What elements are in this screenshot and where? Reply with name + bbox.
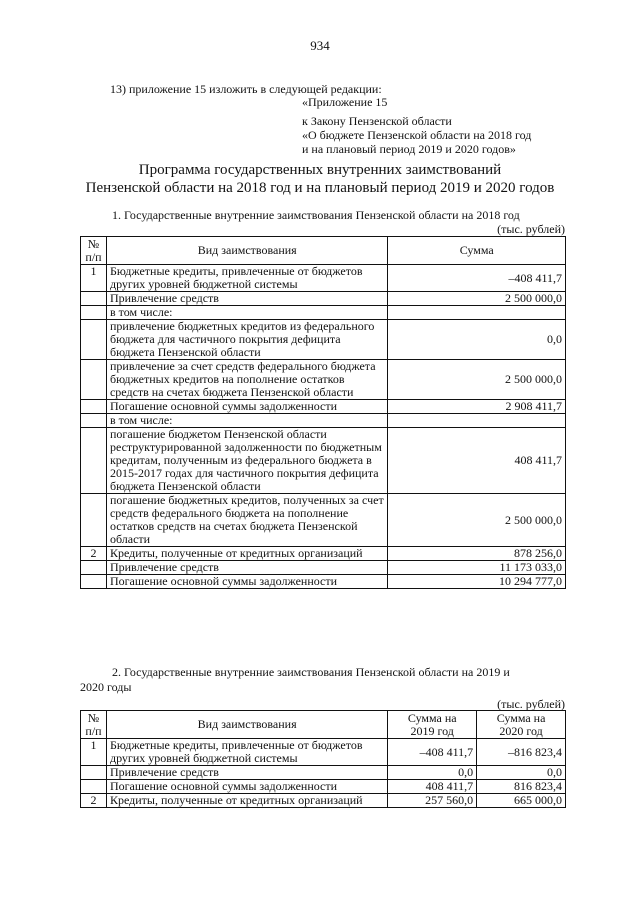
- title-line-2: Пензенской области на 2018 год и на плановый период 2019 и 2020 годов: [85, 180, 555, 196]
- col-num-header: № п/п: [81, 711, 107, 739]
- col-type-header: Вид заимствования: [106, 711, 387, 739]
- table-row: [81, 292, 566, 306]
- appendix-law: к Закону Пензенской области: [302, 114, 452, 128]
- page-number: 934: [310, 38, 330, 53]
- row-number: [81, 766, 107, 780]
- row-sum: 2 500 000,0: [388, 494, 566, 547]
- row-description: погашение бюджетных кредитов, полученных за счет средств федерального бюджета на пополнение остатков средств на счетах бюджета Пензенской области: [106, 494, 387, 547]
- table-2019-2020: [80, 710, 566, 808]
- section2-heading-line1: 2. Государственные внутренние заимствования Пензенской области на 2019 и: [112, 665, 510, 679]
- row-sum: 408 411,7: [388, 428, 566, 494]
- row-sum-2019: –408 411,7: [388, 739, 477, 766]
- row-sum: 2 500 000,0: [388, 360, 566, 400]
- col-type-header: Вид заимствования: [106, 237, 387, 265]
- row-description: Привлечение средств: [106, 561, 387, 575]
- row-sum: [388, 414, 566, 428]
- row-description: Кредиты, полученные от кредитных организаций: [106, 794, 387, 808]
- row-description: Погашение основной суммы задолженности: [106, 780, 387, 794]
- row-sum: 2 500 000,0: [388, 292, 566, 306]
- row-sum: 0,0: [388, 320, 566, 360]
- row-sum-2020: 0,0: [477, 766, 566, 780]
- row-number: [81, 400, 107, 414]
- table-row: [81, 306, 566, 320]
- row-description: Бюджетные кредиты, привлеченные от бюджетов других уровней бюджетной системы: [106, 739, 387, 766]
- table-row: [81, 794, 566, 808]
- row-description: привлечение бюджетных кредитов из федерального бюджета для частичного покрытия дефицита бюджета Пензенской области: [106, 320, 387, 360]
- table-2018: [80, 236, 566, 589]
- row-description: Привлечение средств: [106, 766, 387, 780]
- row-number: [81, 306, 107, 320]
- row-sum: 878 256,0: [388, 547, 566, 561]
- row-sum: –408 411,7: [388, 265, 566, 292]
- table-row: [81, 400, 566, 414]
- appendix-period: и на плановый период 2019 и 2020 годов»: [302, 142, 516, 156]
- row-number: 1: [81, 739, 107, 766]
- row-sum-2019: 408 411,7: [388, 780, 477, 794]
- row-number: 2: [81, 547, 107, 561]
- document-title: [0, 161, 640, 197]
- section2-heading-line2: 2020 годы: [80, 680, 132, 694]
- col-sum-header: Сумма: [388, 237, 566, 265]
- table-row: [81, 766, 566, 780]
- appendix-title: «Приложение 15: [302, 95, 388, 109]
- row-number: [81, 320, 107, 360]
- instruction-text: 13) приложение 15 изложить в следующей редакции:: [110, 82, 382, 96]
- col-num-header: № п/п: [81, 237, 107, 265]
- row-number: [81, 292, 107, 306]
- row-description: привлечение за счет средств федерального бюджета бюджетных кредитов на пополнение остатков средств на счетах бюджета Пензенской области: [106, 360, 387, 400]
- row-description: в том числе:: [106, 414, 387, 428]
- section2-units: (тыс. рублей): [497, 697, 565, 711]
- row-number: [81, 428, 107, 494]
- row-number: [81, 360, 107, 400]
- row-number: [81, 575, 107, 589]
- row-number: 2: [81, 794, 107, 808]
- row-description: погашение бюджетом Пензенской области реструктурированной задолженности по бюджетным кредитам, полученным из федерального бюджета в 2015-2017 годах для частичного покрытия дефицита бюджета Пензенской области: [106, 428, 387, 494]
- row-sum-2019: 0,0: [388, 766, 477, 780]
- col-sum-2020-header: Сумма на 2020 год: [477, 711, 566, 739]
- row-number: [81, 494, 107, 547]
- row-number: [81, 414, 107, 428]
- row-sum: [388, 306, 566, 320]
- row-sum: 10 294 777,0: [388, 575, 566, 589]
- row-sum-2020: 816 823,4: [477, 780, 566, 794]
- row-description: Привлечение средств: [106, 292, 387, 306]
- row-description: Кредиты, полученные от кредитных организаций: [106, 547, 387, 561]
- row-description: Погашение основной суммы задолженности: [106, 400, 387, 414]
- table-row: [81, 739, 566, 766]
- row-description: Погашение основной суммы задолженности: [106, 575, 387, 589]
- row-sum-2020: 665 000,0: [477, 794, 566, 808]
- row-number: 1: [81, 265, 107, 292]
- section1-units: (тыс. рублей): [497, 222, 565, 236]
- table-row: [81, 494, 566, 547]
- row-description: в том числе:: [106, 306, 387, 320]
- table-row: [81, 414, 566, 428]
- row-sum: 2 908 411,7: [388, 400, 566, 414]
- row-sum: 11 173 033,0: [388, 561, 566, 575]
- table-row: [81, 360, 566, 400]
- appendix-budget: «О бюджете Пензенской области на 2018 год: [302, 128, 532, 142]
- table-row: [81, 428, 566, 494]
- row-number: [81, 561, 107, 575]
- row-number: [81, 780, 107, 794]
- col-sum-2019-header: Сумма на 2019 год: [388, 711, 477, 739]
- table-row: [81, 265, 566, 292]
- table-row: [81, 575, 566, 589]
- table-row: [81, 561, 566, 575]
- row-description: Бюджетные кредиты, привлеченные от бюджетов других уровней бюджетной системы: [106, 265, 387, 292]
- row-sum-2019: 257 560,0: [388, 794, 477, 808]
- row-sum-2020: –816 823,4: [477, 739, 566, 766]
- table-row: [81, 780, 566, 794]
- section1-heading: 1. Государственные внутренние заимствования Пензенской области на 2018 год: [112, 208, 520, 222]
- title-line-1: Программа государственных внутренних заимствований: [138, 162, 502, 178]
- table-row: [81, 547, 566, 561]
- table-row: [81, 320, 566, 360]
